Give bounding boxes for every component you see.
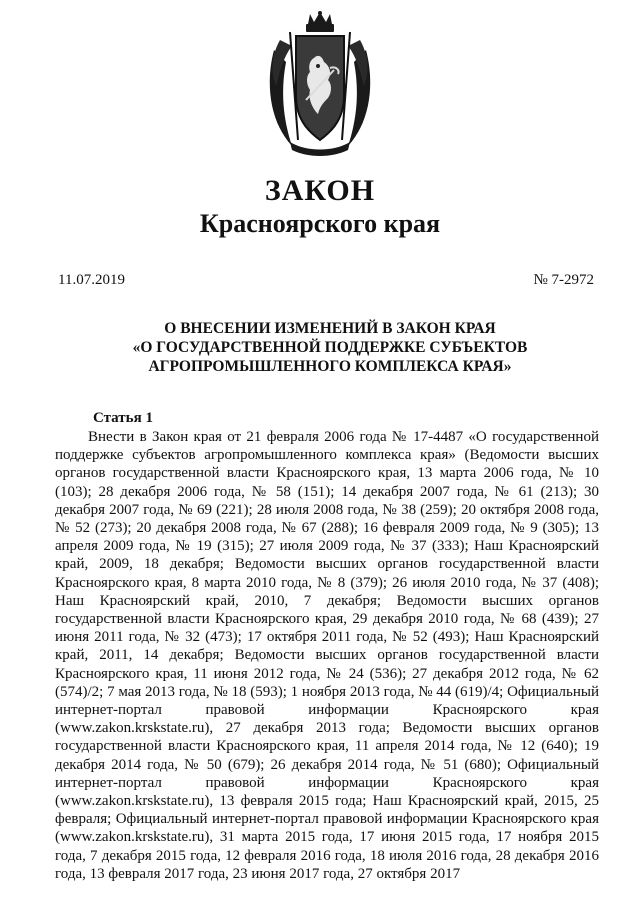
document-heading xyxy=(60,319,600,376)
article-title: Статья 1 xyxy=(93,410,153,426)
heading-line: «О ГОСУДАРСТВЕННОЙ ПОДДЕРЖКЕ СУБЪЕКТОВ xyxy=(132,339,528,356)
heading-line: АГРОПРОМЫШЛЕННОГО КОМПЛЕКСА КРАЯ» xyxy=(148,358,512,375)
krasnoyarsk-coat-of-arms-icon xyxy=(262,10,378,160)
heading-line: О ВНЕСЕНИИ ИЗМЕНЕНИЙ В ЗАКОН КРАЯ xyxy=(164,320,496,337)
document-date: 11.07.2019 xyxy=(58,272,125,288)
document-meta xyxy=(58,272,594,289)
article-body: Внести в Закон края от 21 февраля 2006 года № 17-4487 «О государственной поддержке субъектов агропромышленного комплекса края» (Ведомости высших органов государственной власти Красноярского края, 13 марта 2006 года, № 10 (103); 28 декабря 2006 года, № 58 (151); 14 декабря 2007 года, № 61 (213); 30 декабря 2007 года, № 69 (221); 28 июля 2008 года, № 38 (259); 20 октября 2008 года, № 52 (273); 20 декабря 2008 года, № 67 (288); 16 февраля 2009 года, № 9 (305); 13 апреля 2009 года, № 19 (315); 27 июля 2009 года, № 37 (333); Наш Красноярский край, 2009, 18 декабря; Ведомости высших органов государственной власти Красноярского края, 8 марта 2010 года, № 8 (379); 26 июля 2010 года, № 37 (408); Наш Красноярский край, 2010, 7 декабря; Ведомости высших органов государственной власти Красноярского края, 29 декабря 2010 года, № 68 (439); 27 июня 2011 года, № 32 (473); 17 октября 2011 года, № 52 (493); Наш Красноярский край, 2011, 14 декабря; Ведомости высших органов государственной власти Красноярского края, 11 июня 2012 года, № 24 (536); 27 декабря 2012 года, № 62 (574)/2; 7 мая 2013 года, № 18 (593); 1 ноября 2013 года, № 44 (619)/4; Официальный интернет-портал правовой информации Красноярского края (www.zakon.krskstate.ru), 27 декабря 2013 года; Ведомости высших органов государственной власти Красноярского края, 11 апреля 2014 года, № 12 (640); 19 декабря 2014 года, № 50 (679); 26 декабря 2014 года, № 51 (680); Официальный интернет-портал правовой информации Красноярского края (www.zakon.krskstate.ru), 13 февраля 2015 года; Наш Красноярский край, 2015, 25 февраля; Официальный интернет-портал правовой информации Красноярского края (www.zakon.krskstate.ru), 31 марта 2015 года, 17 июня 2015 года, 17 ноября 2015 года, 7 декабря 2015 года, 12 февраля 2016 года, 18 июля 2016 года, 28 декабря 2016 года, 13 февраля 2017 года, 23 июня 2017 года, 27 октября 2017 xyxy=(55,429,599,882)
document-number: № 7-2972 xyxy=(533,272,594,288)
document-title: ЗАКОН xyxy=(264,174,376,207)
document-subtitle: Красноярского края xyxy=(199,209,441,238)
